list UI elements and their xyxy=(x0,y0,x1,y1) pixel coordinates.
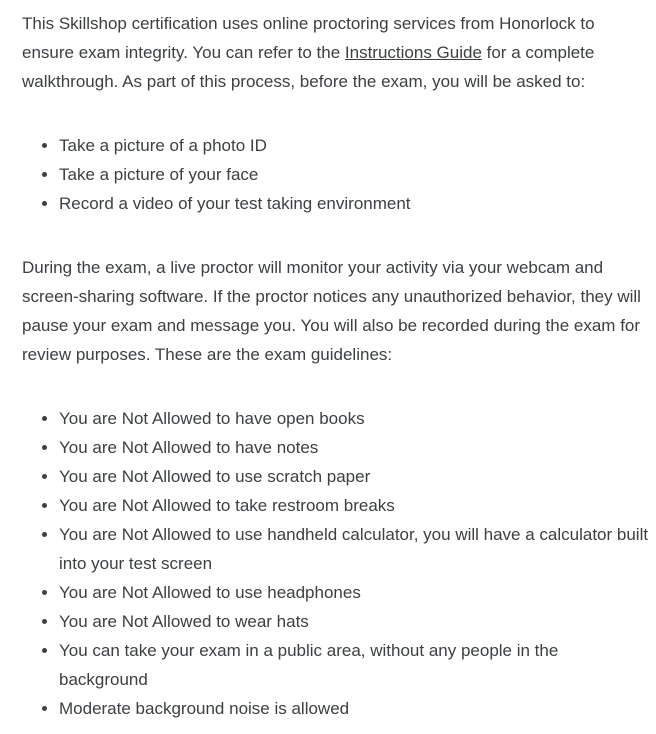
guidelines-list xyxy=(22,404,650,723)
list-item: • You are Not Allowed to use scratch paper xyxy=(59,462,650,491)
list-item: • You are Not Allowed to have open books xyxy=(59,404,650,433)
during-exam-paragraph: During the exam, a live proctor will monitor your activity via your webcam and screen-sharing software. If the proctor notices any unauthorized behavior, they will pause your exam and message you. You will also be recorded during the exam for review purposes. These are the exam guidelines: xyxy=(22,258,641,364)
intro-text-after-link: for a complete walkthrough. As part of this process, before the exam, you will be asked to: xyxy=(22,43,595,91)
list-item: • You can take your exam in a public area, without any people in the background xyxy=(59,636,650,694)
list-item: • You are Not Allowed to use handheld calculator, you will have a calculator built into your test screen xyxy=(59,520,650,578)
article-body xyxy=(22,9,650,723)
list-item: • Take a picture of a photo ID xyxy=(59,131,650,160)
intro-paragraph xyxy=(22,9,650,96)
list-item: • You are Not Allowed to use headphones xyxy=(59,578,650,607)
intro-text-before-link: This Skillshop certification uses online proctoring services from Honorlock to ensure exam integrity. You can refer to the xyxy=(22,14,595,62)
list-item: • You are Not Allowed to have notes xyxy=(59,433,650,462)
list-item: • Take a picture of your face xyxy=(59,160,650,189)
list-item: • Moderate background noise is allowed xyxy=(59,694,650,723)
list-item: • Record a video of your test taking environment xyxy=(59,189,650,218)
pre-exam-list xyxy=(22,131,650,218)
list-item: • You are Not Allowed to wear hats xyxy=(59,607,650,636)
list-item: • You are Not Allowed to take restroom breaks xyxy=(59,491,650,520)
instructions-guide-link[interactable]: Instructions Guide xyxy=(344,43,482,62)
